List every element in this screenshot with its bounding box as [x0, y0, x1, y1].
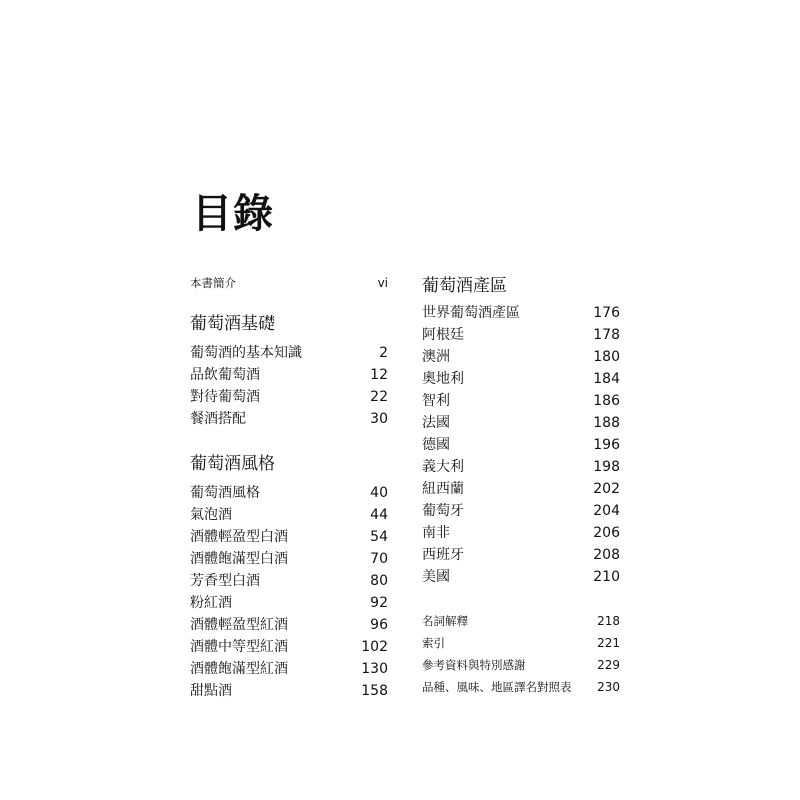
toc-entry[interactable]: [190, 592, 388, 614]
toc-entry-label: 酒體輕盈型紅酒: [190, 617, 288, 633]
toc-entry-label: 奧地利: [422, 371, 464, 387]
toc-entry-appendix[interactable]: [422, 632, 620, 654]
toc-entry-label: 氣泡酒: [190, 507, 232, 523]
toc-entry-page: 186: [593, 393, 620, 409]
toc-entry[interactable]: [190, 636, 388, 658]
section-title-regions: 葡萄酒產區: [422, 276, 507, 296]
toc-entry[interactable]: [422, 302, 620, 324]
toc-entry-label: 法國: [422, 415, 450, 431]
toc-entry-page: 176: [593, 305, 620, 321]
toc-entry-label: 對待葡萄酒: [190, 389, 260, 405]
toc-entry-label: 酒體飽滿型白酒: [190, 551, 288, 567]
toc-entry[interactable]: [422, 346, 620, 368]
toc-entry-page: 92: [370, 595, 388, 611]
toc-entry[interactable]: [190, 342, 388, 364]
toc-entry[interactable]: [422, 522, 620, 544]
toc-entry[interactable]: [422, 390, 620, 412]
section-title-basics: 葡萄酒基礎: [190, 314, 275, 334]
toc-entry[interactable]: [190, 526, 388, 548]
toc-entry-label: 餐酒搭配: [190, 411, 246, 427]
toc-entry-label: 品飲葡萄酒: [190, 367, 260, 383]
toc-entry-page: 96: [370, 617, 388, 633]
toc-entry[interactable]: [422, 478, 620, 500]
toc-entry-label: 西班牙: [422, 547, 464, 563]
toc-entry-page: 22: [370, 389, 388, 405]
toc-entry-page: 2: [379, 345, 388, 361]
toc-entry-page: 102: [361, 639, 388, 655]
toc-entry-label: 索引: [422, 636, 445, 650]
toc-entry-label: 酒體輕盈型白酒: [190, 529, 288, 545]
toc-left-column: [190, 270, 388, 702]
toc-entry[interactable]: [422, 324, 620, 346]
toc-entry[interactable]: [190, 408, 388, 430]
toc-entry[interactable]: [422, 566, 620, 588]
toc-entry[interactable]: [422, 544, 620, 566]
toc-entry-page: 178: [593, 327, 620, 343]
toc-entry-page: 202: [593, 481, 620, 497]
toc-entry-label: 芳香型白酒: [190, 573, 260, 589]
toc-entry-page: 12: [370, 367, 388, 383]
toc-entry-label: 酒體飽滿型紅酒: [190, 661, 288, 677]
toc-entry-page: 44: [370, 507, 388, 523]
toc-entry-label: 南非: [422, 525, 450, 541]
toc-entry[interactable]: [422, 456, 620, 478]
toc-entry[interactable]: [190, 570, 388, 592]
toc-entry-page: 180: [593, 349, 620, 365]
toc-entry-page: 208: [593, 547, 620, 563]
page-title: 目錄: [192, 191, 274, 237]
toc-entry-label: 智利: [422, 393, 450, 409]
toc-entry[interactable]: [190, 548, 388, 570]
toc-entry[interactable]: [422, 368, 620, 390]
toc-entry-label: 葡萄酒的基本知識: [190, 345, 302, 361]
toc-entry-page: 206: [593, 525, 620, 541]
toc-entry-appendix[interactable]: [422, 654, 620, 676]
toc-entry-page: 40: [370, 485, 388, 501]
toc-entry-page: 70: [370, 551, 388, 567]
toc-entry-page: 54: [370, 529, 388, 545]
toc-entry-page: 210: [593, 569, 620, 585]
toc-entry-page: 30: [370, 411, 388, 427]
toc-entry[interactable]: [190, 614, 388, 636]
toc-entry-label: 酒體中等型紅酒: [190, 639, 288, 655]
toc-entry-page: 204: [593, 503, 620, 519]
toc-entry-label: 紐西蘭: [422, 481, 464, 497]
toc-entry-appendix[interactable]: [422, 676, 620, 698]
toc-entry[interactable]: [422, 500, 620, 522]
toc-entry[interactable]: [190, 504, 388, 526]
toc-entry-page: 188: [593, 415, 620, 431]
toc-entry-label: 葡萄牙: [422, 503, 464, 519]
section-title-styles: 葡萄酒風格: [190, 454, 275, 474]
toc-entry-label: 德國: [422, 437, 450, 453]
toc-entry[interactable]: [190, 364, 388, 386]
toc-entry-label: 粉紅酒: [190, 595, 232, 611]
toc-entry-appendix[interactable]: [422, 610, 620, 632]
toc-entry-label: 品種、風味、地區譯名對照表: [422, 680, 572, 694]
toc-entry-page: 198: [593, 459, 620, 475]
toc-entry-page: 221: [597, 636, 620, 650]
toc-entry-page: 80: [370, 573, 388, 589]
toc-entry-page: 230: [597, 680, 620, 694]
toc-entry-page: 196: [593, 437, 620, 453]
toc-entry[interactable]: [190, 386, 388, 408]
toc-entry-page: 158: [361, 683, 388, 699]
toc-entry[interactable]: [190, 482, 388, 504]
toc-entry-label: 澳洲: [422, 349, 450, 365]
toc-entry-label: 甜點酒: [190, 683, 232, 699]
toc-entry[interactable]: [190, 680, 388, 702]
toc-entry-page: 184: [593, 371, 620, 387]
toc-entry-label: 名詞解釋: [422, 614, 468, 628]
toc-entry-page: vi: [377, 276, 388, 290]
toc-entry[interactable]: [422, 434, 620, 456]
toc-entry-label: 美國: [422, 569, 450, 585]
toc-entry-label: 世界葡萄酒產區: [422, 305, 520, 321]
toc-entry-page: 218: [597, 614, 620, 628]
toc-right-column: [422, 272, 620, 698]
toc-entry[interactable]: [190, 658, 388, 680]
toc-entry[interactable]: [422, 412, 620, 434]
toc-entry-label: 義大利: [422, 459, 464, 475]
toc-entry-page: 229: [597, 658, 620, 672]
toc-entry-label: 葡萄酒風格: [190, 485, 260, 501]
toc-entry-label: 參考資料與特別感謝: [422, 658, 526, 672]
toc-entry-intro[interactable]: [190, 270, 388, 296]
toc-entry-label: 本書簡介: [190, 276, 236, 290]
toc-entry-label: 阿根廷: [422, 327, 464, 343]
toc-entry-page: 130: [361, 661, 388, 677]
